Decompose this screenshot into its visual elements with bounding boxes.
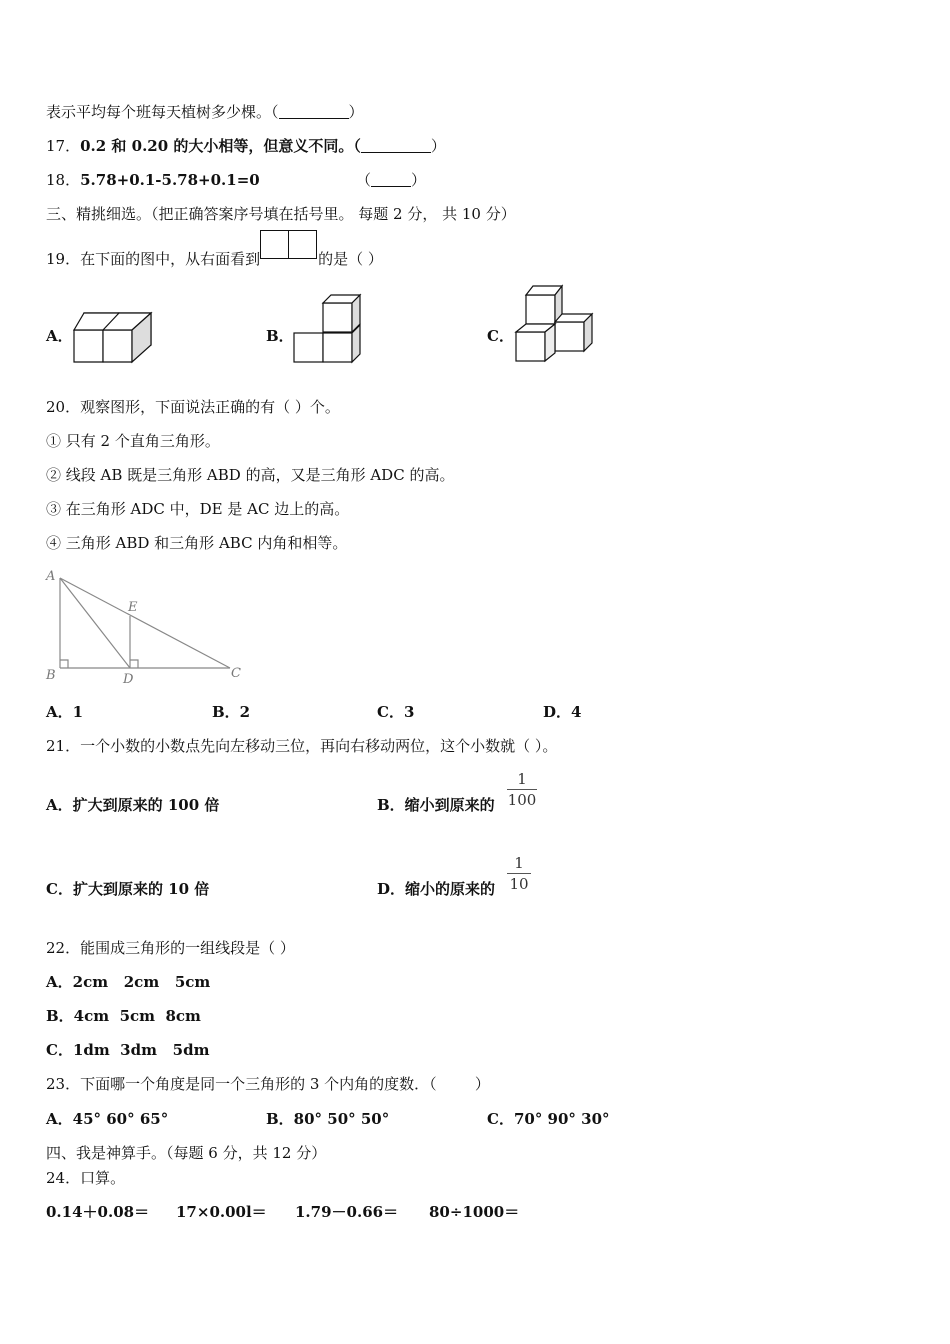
label-d: D bbox=[123, 672, 134, 687]
section-3-heading: 三、精挑细选。（把正确答案序号填在括号里。 每题 2 分， 共 10 分） bbox=[46, 205, 516, 223]
q21-fraction-d bbox=[507, 854, 531, 893]
q19-figure-b-icon bbox=[293, 293, 363, 365]
q20-statement-2: ② 线段 AB 既是三角形 ABD 的高，又是三角形 ADC 的高。 bbox=[46, 466, 455, 484]
q17-blank[interactable] bbox=[361, 138, 431, 153]
q19-figure-a-icon bbox=[72, 312, 152, 364]
q21-stem: 21．一个小数的小数点先向左移动三位，再向右移动两位，这个小数就（ ）。 bbox=[46, 737, 558, 755]
q24-item-3: 1.79－0.66＝ bbox=[295, 1203, 399, 1221]
q18-answer bbox=[356, 170, 426, 190]
q20-option-d[interactable]: D．4 bbox=[543, 703, 582, 721]
q16-close: ） bbox=[348, 103, 364, 121]
frac-d-denominator: 10 bbox=[509, 875, 529, 893]
q23-stem: 23．下面哪一个角度是同一个三角形的 3 个内角的度数．（ ） bbox=[46, 1075, 490, 1093]
q20-statement-3: ③ 在三角形 ADC 中，DE 是 AC 边上的高。 bbox=[46, 500, 350, 518]
section-4-heading: 四、我是神算手。（每题 6 分，共 12 分） bbox=[46, 1144, 327, 1162]
q23-option-c[interactable]: C．70° 90° 30° bbox=[487, 1110, 610, 1128]
q19-post: 的是（ ） bbox=[318, 250, 383, 268]
q21-option-d[interactable]: D．缩小的原来的 bbox=[377, 880, 496, 898]
q23-option-b[interactable]: B．80° 50° 50° bbox=[266, 1110, 390, 1128]
q16-line bbox=[46, 102, 364, 122]
q19-right-view-icon bbox=[260, 242, 318, 270]
q24-item-1: 0.14＋0.08＝ bbox=[46, 1203, 150, 1221]
label-a: A bbox=[46, 569, 56, 584]
q18-blank[interactable] bbox=[371, 172, 411, 187]
q18-close: ） bbox=[411, 171, 427, 189]
q17-line bbox=[46, 136, 446, 156]
q20-option-a[interactable]: A．1 bbox=[46, 703, 84, 721]
label-b: B bbox=[46, 668, 56, 683]
q22-option-a[interactable]: A．2cm 2cm 5cm bbox=[46, 973, 211, 991]
q19-stem bbox=[46, 242, 383, 270]
q24-stem: 24．口算。 bbox=[46, 1169, 126, 1187]
q21-option-a[interactable]: A．扩大到原来的 100 倍 bbox=[46, 796, 220, 814]
q20-statement-1: ① 只有 2 个直角三角形。 bbox=[46, 432, 220, 450]
q19-pre: 19．在下面的图中，从右面看到 bbox=[46, 250, 261, 268]
label-c: C bbox=[231, 666, 241, 681]
q19-option-c[interactable]: C． bbox=[487, 327, 514, 345]
q17-text: 0.2 和 0.20 的大小相等，但意义不同。（ bbox=[80, 137, 361, 155]
q22-option-b[interactable]: B．4cm 5cm 8cm bbox=[46, 1007, 201, 1025]
q21-option-c[interactable]: C．扩大到原来的 10 倍 bbox=[46, 880, 210, 898]
q20-option-b[interactable]: B．2 bbox=[212, 703, 251, 721]
q24-item-2: 17×0.00l＝ bbox=[176, 1203, 267, 1221]
q23-option-a[interactable]: A．45° 60° 65° bbox=[46, 1110, 169, 1128]
q19-figure-c-icon bbox=[514, 284, 596, 364]
frac-b-numerator: 1 bbox=[517, 770, 527, 788]
q24-item-4: 80÷1000＝ bbox=[429, 1203, 520, 1221]
q17-number: 17． bbox=[46, 137, 81, 155]
q20-option-c[interactable]: C．3 bbox=[377, 703, 415, 721]
q22-stem: 22．能围成三角形的一组线段是（ ） bbox=[46, 939, 295, 957]
q20-triangle-figure bbox=[42, 566, 252, 686]
q22-option-c[interactable]: C．1dm 3dm 5dm bbox=[46, 1041, 210, 1059]
q16-blank[interactable] bbox=[279, 104, 349, 119]
q20-statement-4: ④ 三角形 ABD 和三角形 ABC 内角和相等。 bbox=[46, 534, 348, 552]
q17-close: ） bbox=[430, 137, 446, 155]
frac-d-numerator: 1 bbox=[514, 854, 524, 872]
q18-text: 5.78+0.1-5.78+0.1=0 bbox=[80, 171, 260, 189]
q18-open: （ bbox=[356, 171, 372, 189]
q19-option-a[interactable]: A． bbox=[46, 327, 73, 345]
q21-fraction-b bbox=[507, 770, 537, 809]
frac-b-denominator: 100 bbox=[507, 791, 537, 809]
q18-line bbox=[46, 170, 260, 190]
q19-option-b[interactable]: B． bbox=[266, 327, 294, 345]
q16-text: 表示平均每个班每天植树多少棵。（ bbox=[46, 103, 279, 121]
q18-number: 18． bbox=[46, 171, 81, 189]
q20-stem: 20．观察图形，下面说法正确的有（ ）个。 bbox=[46, 398, 340, 416]
label-e: E bbox=[128, 600, 138, 615]
q21-option-b[interactable]: B．缩小到原来的 bbox=[377, 796, 495, 814]
